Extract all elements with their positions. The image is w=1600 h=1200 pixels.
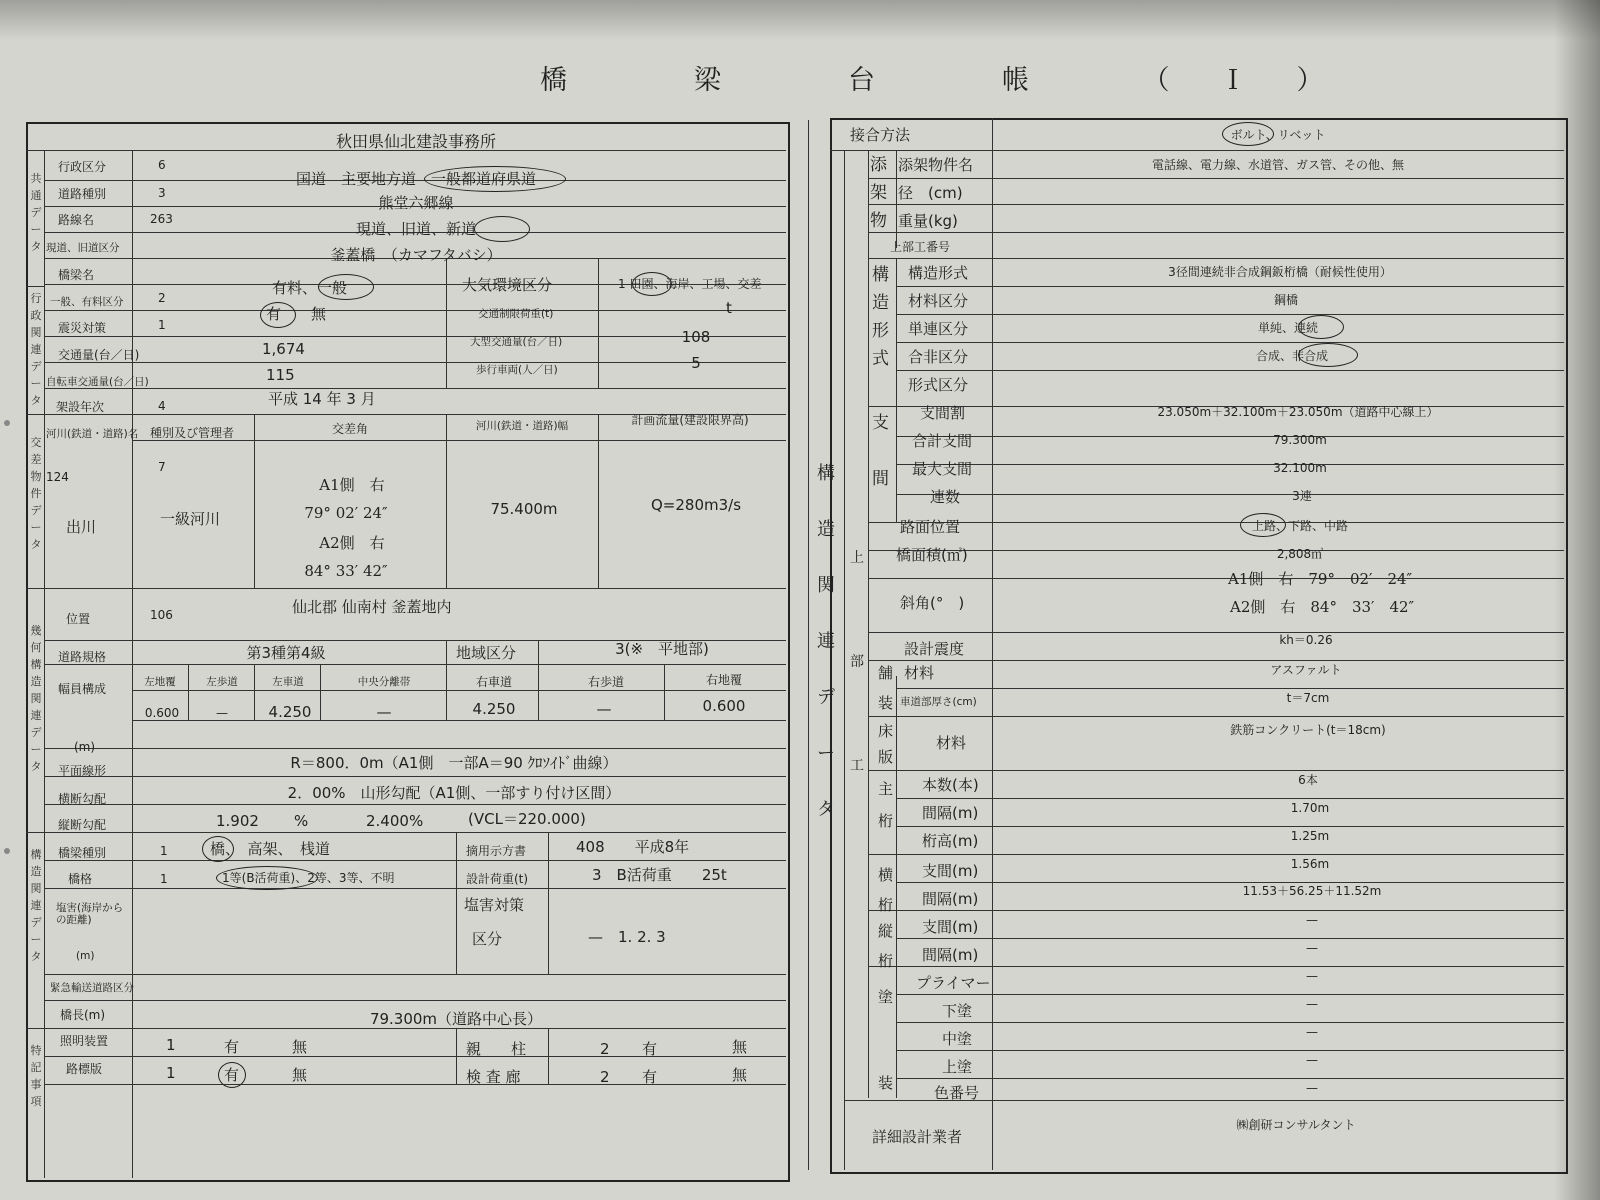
design-load-value: 3 B活荷重 25t [592, 866, 727, 884]
paint-label: 下塗 [942, 1002, 973, 1020]
row-code-toll: 2 [158, 291, 166, 305]
long-slope-v3: 2.400% [366, 812, 424, 830]
struct-value: 単純、連続 [1257, 321, 1319, 335]
span-label: 支間割 [920, 404, 966, 422]
row-code-build-year: 4 [158, 399, 166, 413]
struct-group-2: 造 [872, 293, 889, 313]
width-value: 0.600 [144, 706, 180, 720]
pedestrian-value: 5 [691, 354, 701, 372]
long-slope-label: 縦断勾配 [58, 818, 107, 832]
row-label-road-type: 道路種別 [58, 187, 107, 201]
location-value: 仙北郡 仙南村 釜蓋地内 [292, 598, 452, 616]
heavy-traffic-label: 大型交通量(台／日) [470, 336, 563, 348]
paint-value: — [1306, 969, 1318, 983]
sign-label: 路標版 [66, 1062, 103, 1076]
mid-line-left [808, 120, 809, 1170]
length-label: 橋長(m) [60, 1008, 106, 1022]
pave-label: 材料 [904, 664, 935, 682]
span-group-1: 支 [872, 413, 889, 433]
paint-label: 上塗 [942, 1058, 973, 1076]
width-value: 4.250 [268, 703, 312, 721]
side-group-notes: 特記事項 [30, 1044, 42, 1108]
road-standard-label: 道路規格 [58, 650, 107, 664]
row-label-route-name: 路線名 [58, 213, 95, 227]
girder-label: 間隔(m) [922, 804, 979, 822]
paint-group-2: 装 [878, 1074, 894, 1092]
girder-group-1: 主 [878, 780, 894, 798]
long-label: 間隔(m) [922, 946, 979, 964]
long-value: — [1306, 913, 1318, 927]
row-value-bridge-name: 釜蓋橋 （カマフタバシ） [330, 246, 502, 264]
bridge-type-code: 1 [160, 844, 168, 858]
row-code-earthquake: 1 [158, 318, 166, 332]
lighting-no: 無 [292, 1038, 308, 1056]
circle-mark [216, 866, 318, 890]
row-label-toll: 一般、有料区分 [50, 296, 124, 308]
super-no-label: 上部工番号 [890, 240, 951, 254]
crossing-code: 124 [46, 470, 69, 484]
paint-value: — [1306, 1053, 1318, 1067]
struct-label: 構造形式 [908, 264, 969, 282]
designer-label: 詳細設計業者 [872, 1128, 963, 1146]
struct-group-1: 構 [872, 265, 889, 285]
row-label-admin-division: 行政区分 [58, 160, 107, 174]
slab-label: 材料 [936, 734, 967, 752]
row-value-traffic: 1,674 [262, 340, 305, 358]
span-group-2: 間 [872, 469, 889, 489]
plane-value: R＝800．0m（A1側 一部A＝90 ｸﾛｿｲﾄﾞ曲線） [290, 754, 618, 772]
cross-label: 間隔(m) [922, 890, 979, 908]
struct-value: 鋼橋 [1273, 293, 1299, 307]
grade-value: 1等(B活荷重)、2等、3等、不明 [222, 871, 395, 885]
attach-label: 添架物件名 [898, 156, 974, 174]
sign-yes: 有 [224, 1066, 240, 1084]
struct-value: 3径間連続非合成鋼鈑桁橋（耐候性使用） [1168, 265, 1392, 279]
struct-group-4: 式 [872, 349, 889, 369]
upper-vertical-1: 上 [850, 550, 864, 566]
length-value: 79.300m（道路中心長） [369, 1010, 543, 1028]
salt-unit: (m) [76, 950, 95, 962]
emergency-label: 緊急輸送道路区分 [50, 982, 134, 994]
salt-value: — 1. 2. 3 [588, 928, 666, 946]
width-header: 左車道 [272, 676, 304, 688]
long-slope-v2: % [294, 812, 309, 830]
joint-label: 接合方法 [850, 126, 911, 144]
paint-label: 中塗 [942, 1030, 973, 1048]
crossing-name: 出川 [66, 518, 97, 536]
circle-mark [632, 272, 672, 296]
cross-slope-value: 2．00% 山形勾配（A1側、一部すり付け区間） [287, 784, 621, 802]
row-label-river-name: 河川(鉄道・道路)名 [46, 428, 139, 440]
row-value-build-year: 平成 14 年 3 月 [268, 390, 376, 408]
seismic-value: kh＝0.26 [1279, 633, 1333, 647]
attach-value: 電話線、電力線、水道管、ガス管、その他、無 [1151, 158, 1405, 172]
page-title: 橋 梁 台 帳 （Ｉ） [540, 65, 1374, 96]
pave-value: t＝7cm [1286, 691, 1330, 705]
paint-value: — [1306, 997, 1318, 1011]
struct-label: 材料区分 [908, 292, 969, 310]
long-slope-v1: 1.902 [216, 812, 259, 830]
girder-value: 1.25m [1290, 829, 1330, 843]
joint-value: ボルト、リベット [1230, 128, 1326, 142]
bridge-type-value: 橋、 高架、 桟道 [210, 840, 331, 858]
row-value-road-type: 国道 主要地方道 一般都道府県道 [295, 170, 537, 188]
env-label: 大気環境区分 [462, 276, 553, 294]
circle-mark [424, 166, 566, 192]
cross-group-1: 横 [878, 866, 894, 884]
circle-mark [474, 216, 530, 242]
attach-group-3: 物 [870, 211, 887, 231]
row-label-build-year: 架設年次 [56, 400, 105, 414]
side-group-crossing: 交差物件データ [30, 436, 42, 551]
bridge-type-label: 橋梁種別 [58, 846, 107, 860]
attach-label: 重量(kg) [898, 212, 958, 230]
row-label-current-old: 現道、旧道区分 [46, 242, 120, 254]
width-comp-label: 幅員構成 [58, 682, 107, 696]
side-group-admin: 行政関連データ [30, 292, 42, 407]
row-label-earthquake: 震災対策 [58, 321, 107, 335]
long-slope-v4: (VCL＝220.000) [468, 810, 586, 828]
row-value-current-old: 現道、旧道、新道 [355, 220, 477, 238]
crossing-a1: A1側 右 [319, 476, 385, 494]
pillar-label: 親 柱 [466, 1040, 527, 1058]
plane-label: 平面線形 [58, 764, 107, 778]
mid-vertical-5: デ [817, 687, 835, 708]
location-code: 106 [150, 608, 173, 622]
attach-group-1: 添 [870, 155, 887, 175]
width-header: 右歩道 [587, 675, 625, 689]
crossing-a2: A2側 右 [319, 534, 385, 552]
cross-label: 支間(m) [922, 862, 979, 880]
pillar-yes: 有 [642, 1040, 658, 1058]
inspection-no: 無 [732, 1066, 748, 1084]
crossing-width: 75.400m [490, 500, 558, 518]
salt-sub-label-1: 塩害対策 [464, 896, 525, 914]
girder-group-2: 桁 [878, 812, 894, 830]
circle-mark [1240, 513, 1286, 537]
office-name: 秋田県仙北建設事務所 [335, 132, 497, 151]
circle-mark [202, 836, 234, 862]
road-standard-value: 第3種第4級 [246, 644, 326, 662]
row-label-bicycle: 自転車交通量(台／日) [46, 376, 149, 388]
pave-group-2: 装 [878, 694, 894, 712]
circle-mark [260, 302, 296, 328]
inspection-code: 2 [600, 1068, 610, 1086]
deck-area-label: 橋面積(㎡) [896, 546, 968, 564]
width-value: 0.600 [702, 697, 746, 715]
row-code-road-type: 3 [158, 186, 166, 200]
lighting-label: 照明装置 [60, 1034, 109, 1048]
width-header: 右地覆 [705, 673, 743, 687]
paint-label: プライマー [916, 974, 991, 992]
crossing-type: 一級河川 [160, 510, 221, 528]
skew-value-2: A2側 右 84° 33′ 42″ [1230, 598, 1415, 616]
circle-mark [1298, 315, 1344, 339]
skew-value-1: A1側 右 79° 02′ 24″ [1228, 570, 1413, 588]
long-value: — [1306, 941, 1318, 955]
circle-mark [1222, 122, 1274, 146]
slab-value: 鉄筋コンクリート(t＝18cm) [1230, 723, 1386, 737]
designer-value: ㈱創研コンサルタント [1236, 1118, 1356, 1132]
circle-mark [318, 274, 374, 300]
mid-vertical-4: 連 [817, 631, 835, 652]
crossing-a2-angle: 84° 33′ 42″ [304, 562, 388, 580]
long-label: 支間(m) [922, 918, 979, 936]
width-value: — [376, 703, 392, 721]
salt-label: 塩害(海岸からの距離) [56, 902, 124, 926]
location-label: 位置 [66, 612, 91, 626]
crossing-header-type: 種別及び管理者 [149, 426, 235, 440]
row-value-bicycle: 115 [266, 366, 295, 384]
row-code-admin-division: 6 [158, 158, 166, 172]
span-label: 最大支間 [912, 460, 973, 478]
attach-group-2: 架 [870, 183, 887, 203]
circle-mark [1298, 343, 1358, 367]
crossing-type-code: 7 [158, 460, 166, 474]
slab-group-1: 床 [878, 722, 894, 740]
sign-code: 1 [166, 1064, 176, 1082]
row-label-bridge-name: 橋梁名 [58, 268, 95, 282]
side-group-structure: 構造関連データ [30, 848, 42, 963]
page-shadow-top [0, 0, 1600, 40]
mid-vertical-7: タ [817, 799, 835, 820]
mid-vertical-6: ー [817, 743, 835, 764]
circle-mark [218, 1062, 246, 1088]
struct-label: 合非区分 [908, 348, 969, 366]
cross-group-2: 桁 [878, 896, 894, 914]
mid-vertical-2: 造 [817, 519, 835, 540]
region-value: 3(※ 平地部) [615, 640, 709, 658]
mid-vertical-1: 構 [817, 463, 835, 484]
crossing-header-width: 河川(鉄道・道路)幅 [475, 420, 569, 432]
lighting-code: 1 [166, 1036, 176, 1054]
span-label: 合計支間 [912, 432, 973, 450]
span-value: 23.050m＋32.100m＋23.050m（道路中心線上） [1157, 405, 1439, 419]
girder-label: 桁高(m) [922, 832, 979, 850]
pedestrian-label: 歩行車両(人／日) [476, 364, 558, 376]
paint-value: — [1306, 1025, 1318, 1039]
inspection-yes: 有 [642, 1068, 658, 1086]
grade-code: 1 [160, 872, 168, 886]
width-value: — [216, 706, 228, 720]
heavy-traffic-value: 108 [681, 328, 711, 346]
width-header: 左地覆 [144, 676, 176, 688]
paint-value: — [1306, 1081, 1318, 1095]
crossing-header-flow: 計画流量(建設限界高) [631, 413, 749, 427]
deck-area-value: 2,808㎡ [1276, 547, 1324, 561]
struct-group-3: 形 [872, 321, 889, 341]
side-group-common: 共通データ [30, 172, 42, 253]
grade-label: 橋格 [68, 872, 93, 886]
spec-value: 408 平成8年 [576, 838, 690, 856]
spec-label: 摘用示方書 [466, 844, 527, 858]
pave-label: 車道部厚さ(cm) [900, 696, 977, 708]
traffic-limit-label: 交通制限荷重(t) [478, 308, 554, 320]
girder-value: 1.70m [1290, 801, 1330, 815]
row-code-route-name: 263 [150, 212, 173, 226]
span-value: 3連 [1292, 489, 1312, 503]
cross-slope-label: 横断勾配 [58, 792, 107, 806]
region-label: 地域区分 [456, 644, 517, 662]
width-header: 左歩道 [206, 676, 238, 688]
crossing-flow: Q=280m3/s [650, 496, 742, 514]
cross-value: 1.56m [1290, 857, 1330, 871]
traffic-limit-value: t [726, 299, 732, 317]
paint-group-1: 塗 [878, 988, 894, 1006]
girder-label: 本数(本) [922, 776, 979, 794]
span-value: 32.100m [1273, 461, 1327, 475]
lighting-yes: 有 [224, 1038, 240, 1056]
deck-pos-value: 上路、下路、中路 [1251, 519, 1349, 533]
row-value-toll: 有料、一般 [272, 279, 348, 297]
long-group-2: 桁 [878, 952, 894, 970]
row-value-route-name: 熊堂六郷線 [378, 194, 454, 212]
sign-no: 無 [292, 1066, 308, 1084]
pave-value: アスファルト [1270, 663, 1342, 677]
width-value: — [596, 700, 612, 718]
span-value: 79.300m [1273, 433, 1327, 447]
upper-vertical-2: 部 [850, 654, 864, 670]
mid-vertical-3: 関 [817, 575, 835, 596]
span-label: 連数 [930, 488, 961, 506]
binder-hole [4, 848, 10, 854]
pillar-code: 2 [600, 1040, 610, 1058]
width-header: 中央分離帯 [357, 676, 411, 688]
girder-value: 6本 [1298, 773, 1318, 787]
crossing-a1-angle: 79° 02′ 24″ [304, 504, 388, 522]
env-value: 1 田園、海岸、工場、交差 [618, 277, 762, 291]
width-value: 4.250 [472, 700, 516, 718]
struct-label: 形式区分 [908, 376, 969, 394]
skew-label: 斜角(° ) [900, 594, 965, 612]
salt-sub-label-2: 区分 [472, 930, 503, 948]
slab-group-2: 版 [878, 748, 894, 766]
crossing-header-angle: 交差角 [331, 422, 369, 436]
row-label-traffic: 交通量(台／日) [58, 348, 140, 362]
pillar-no: 無 [732, 1038, 748, 1056]
paint-label: 色番号 [934, 1084, 980, 1102]
seismic-label: 設計震度 [904, 640, 965, 658]
deck-pos-label: 路面位置 [900, 518, 961, 536]
cross-value: 11.53＋56.25＋11.52m [1242, 884, 1382, 898]
design-load-label: 設計荷重(t) [466, 872, 529, 886]
inspection-label: 検 査 廊 [466, 1068, 521, 1086]
upper-vertical-3: 工 [850, 758, 864, 774]
width-header: 右車道 [475, 675, 513, 689]
attach-label: 径 (cm) [898, 184, 963, 202]
row-value-earthquake: 有 無 [266, 305, 327, 323]
pave-group-1: 舗 [878, 664, 894, 682]
struct-value: 合成、非合成 [1255, 349, 1329, 363]
side-group-geometry: 幾何構造関連データ [30, 624, 42, 773]
binder-hole [4, 420, 10, 426]
long-group-1: 縦 [878, 922, 894, 940]
width-comp-unit: (m) [74, 740, 96, 754]
struct-label: 単連区分 [908, 320, 969, 338]
